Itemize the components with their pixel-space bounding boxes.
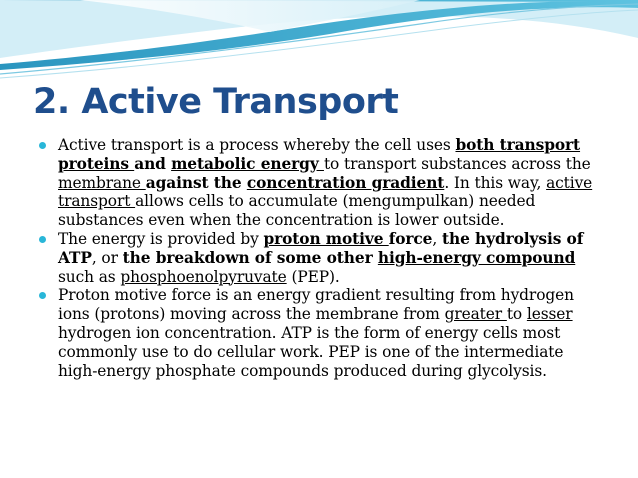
bullet-item	[37, 136, 607, 230]
bullet-text-segment: active transport	[58, 173, 593, 211]
bullet-text-segment: Active transport is a process whereby the cell uses	[58, 136, 456, 154]
bullet-text-segment: both transport proteins	[58, 136, 581, 173]
bullet-marker-icon	[39, 292, 46, 299]
bullet-text-segment: and	[134, 154, 172, 173]
header-wave-decoration	[0, 0, 638, 80]
bullet-text-segment: greater	[444, 305, 507, 324]
bullet-text-segment: force	[388, 229, 433, 248]
bullet-text-segment: hydrogen ion concentration. ATP is the form of energy cells most commonly use to do cellular work. PEP is one of the intermediate high-energy phosphate compounds produced during glycolysis.	[58, 323, 564, 380]
bullet-text-segment: , or	[91, 248, 123, 267]
bullet-text-segment: lesser	[526, 305, 573, 324]
bullet-text-segment: to	[506, 305, 527, 324]
bullet-marker-icon	[39, 142, 46, 149]
bullet-item	[37, 286, 607, 380]
bullet-text-segment: Proton motive force is an energy gradient resulting from hydrogen ions (protons) moving across the membrane from	[58, 286, 574, 324]
bullet-text-segment: proton motive	[263, 229, 389, 248]
bullet-text-segment: . In this way,	[444, 173, 547, 192]
bullet-text-segment: concentration gradient	[246, 173, 445, 192]
bullet-text-segment: high-energy compound	[377, 248, 576, 267]
bullet-text-segment: (PEP).	[286, 267, 340, 286]
bullet-text-segment: allows cells to accumulate (mengumpulkan) needed substances even when the concentration is lower outside.	[58, 192, 536, 230]
bullet-text-segment: phosphoenolpyruvate	[120, 267, 287, 286]
bullet-marker-icon	[39, 236, 46, 243]
bullet-text-segment: to transport substances across the	[323, 154, 591, 173]
bullet-text-segment: membrane	[58, 173, 146, 192]
bullet-list	[37, 136, 607, 380]
bullet-text-segment: the breakdown of some other	[122, 248, 378, 267]
bullet-text-segment: against the	[145, 173, 247, 192]
bullet-item	[37, 230, 607, 286]
bullet-text-segment: the hydrolysis of ATP	[58, 229, 584, 267]
bullet-text-segment: The energy is provided by	[58, 229, 264, 248]
slide-title: 2. Active Transport	[33, 82, 399, 122]
bullet-text-segment: ,	[432, 229, 442, 248]
bullet-text-segment: such as	[58, 267, 121, 286]
bullet-text-segment: metabolic energy	[171, 154, 324, 173]
